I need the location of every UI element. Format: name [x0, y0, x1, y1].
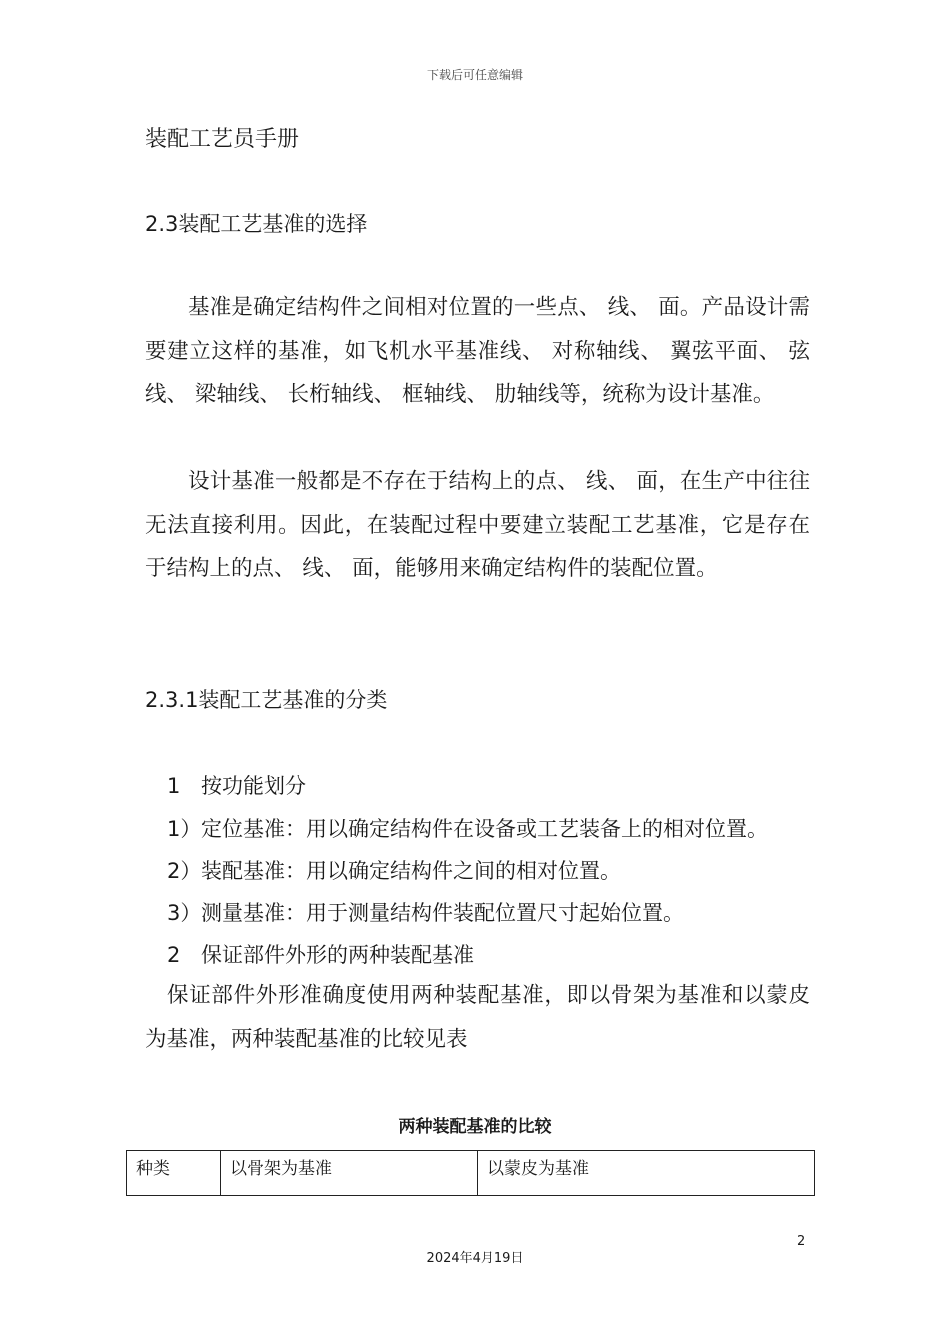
list-item [167, 897, 684, 927]
page-footer-date: 2024年4月19日 [426, 1251, 524, 1266]
list-item-number: 2 [167, 943, 181, 967]
table-header-row [127, 1151, 815, 1196]
paragraph-comparison-intro: 保证部件外形准确度使用两种装配基准，即以骨架为基准和以蒙皮为基准，两种装配基准的比较见表 [145, 983, 810, 1052]
list-item-number: 1） [167, 817, 202, 841]
list-item-text: 定位基准：用以确定结构件在设备或工艺装备上的相对位置。 [201, 817, 768, 841]
list-item-number: 2） [167, 859, 202, 883]
list-item-number: 3） [167, 901, 202, 925]
document-title: 装配工艺员手册 [145, 127, 300, 152]
paragraph-assembly-datum: 设计基准一般都是不存在于结构上的点、 线、 面，在生产中往往无法直接利用。因此，在装配过程中要建立装配工艺基准，它是存在于结构上的点、 线、 面，能够用来确定结构件的装配位置。 [145, 469, 810, 581]
list-item-text: 按功能划分 [201, 774, 306, 798]
page-header: 下载后可任意编辑 [426, 68, 523, 82]
table-header-cell: 种类 [127, 1151, 221, 1196]
list-item-text: 测量基准：用于测量结构件装配位置尺寸起始位置。 [201, 901, 684, 925]
list-item [167, 813, 768, 843]
list-item [167, 939, 474, 969]
table-caption: 两种装配基准的比较 [398, 1117, 552, 1137]
table-header-cell: 以蒙皮为基准 [478, 1151, 815, 1196]
comparison-table [126, 1150, 815, 1196]
list-item [167, 855, 621, 885]
list-item-text: 保证部件外形的两种装配基准 [201, 943, 474, 967]
section-heading-2-3-1: 2.3.1装配工艺基准的分类 [145, 688, 388, 712]
paragraph-design-datum: 基准是确定结构件之间相对位置的一些点、 线、 面。产品设计需要建立这样的基准，如飞机水平基准线、 对称轴线、 翼弦平面、 弦线、 梁轴线、 长桁轴线、 框轴线、 肋轴线等，统称为设计基准。 [145, 295, 810, 407]
list-item-text: 装配基准：用以确定结构件之间的相对位置。 [201, 859, 621, 883]
list-item-number: 1 [167, 774, 181, 798]
table-header-cell: 以骨架为基准 [221, 1151, 478, 1196]
page-number: 2 [797, 1234, 806, 1249]
list-item [167, 770, 306, 800]
section-heading-2-3: 2.3装配工艺基准的选择 [145, 212, 368, 236]
